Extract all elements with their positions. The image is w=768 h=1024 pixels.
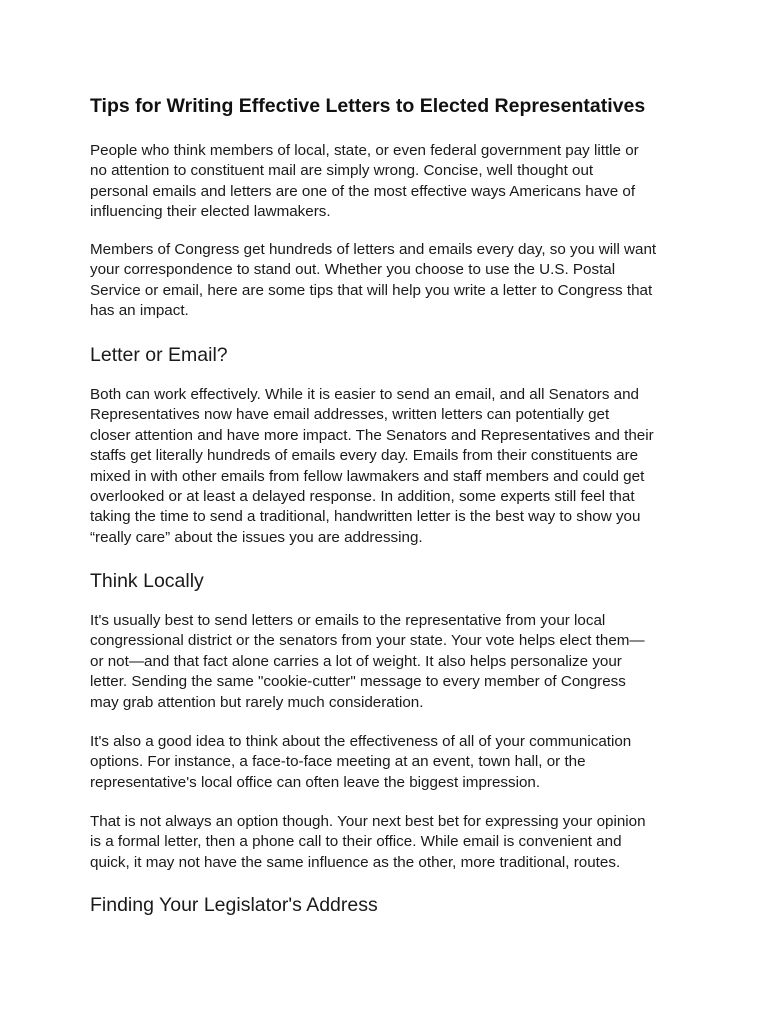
section-heading-think-locally: Think Locally [90,570,204,592]
text-line: taking the time to send a traditional, handwritten letter is the best way to show you [90,508,641,526]
text-line: or not—and that fact alone carries a lot of weight. It also helps personalize your [90,652,622,670]
text-line: personal emails and letters are one of the most effective ways Americans have of [90,182,636,200]
paragraph-intro [90,141,690,223]
text-line: overlooked or at least a delayed response. In addition, some experts still feel that [90,488,635,506]
text-line: People who think members of local, state, or even federal government pay little or [90,142,639,159]
text-line: Both can work effectively. While it is easier to send an email, and all Senators and [90,386,640,403]
text-line: has an impact. [90,302,189,320]
text-line: staffs get literally hundreds of emails every day. Emails from their constituents are [90,447,639,465]
text-line: closer attention and have more impact. The Senators and Representatives and their [90,426,654,444]
text-line: your correspondence to stand out. Whether you choose to use the U.S. Postal [90,261,616,279]
section-heading-letter-or-email: Letter or Email? [90,344,228,366]
text-line: “really care” about the issues you are addressing. [90,528,423,546]
document-title: Tips for Writing Effective Letters to Elected Representatives [90,95,646,117]
text-line: Representatives now have email addresses, written letters can potentially get [90,406,610,424]
text-line: congressional district or the senators from your state. Your vote helps elect them— [90,632,645,650]
text-line: Members of Congress get hundreds of letters and emails every day, so you will want [90,241,657,258]
text-line: Service or email, here are some tips that will help you write a letter to Congress that [90,281,653,299]
text-line: quick, it may not have the same influence as the other, more traditional, routes. [90,853,621,871]
text-line: letter. Sending the same "cookie-cutter" message to every member of Congress [90,673,626,691]
paragraph-think-locally [90,611,690,713]
paragraph-letter-or-email [90,385,690,548]
section-heading-finding-address: Finding Your Legislator's Address [90,894,378,916]
paragraph-next-best-bet [90,812,690,873]
paragraph-congress-mail [90,240,690,322]
text-line: is a formal letter, then a phone call to their office. While email is convenient and [90,833,622,851]
text-line: It's usually best to send letters or emails to the representative from your local [90,612,606,629]
paragraph-communication-options [90,732,690,793]
text-line: mixed in with other emails from fellow lawmakers and staff members and could get [90,467,645,485]
text-line: may grab attention but rarely much consideration. [90,693,424,711]
text-line: options. For instance, a face-to-face meeting at an event, town hall, or the [90,753,586,771]
text-line: representative's local office can often leave the biggest impression. [90,773,541,791]
text-line: It's also a good idea to think about the effectiveness of all of your communication [90,733,632,750]
text-line: That is not always an option though. Your next best bet for expressing your opinion [90,813,646,830]
text-line: no attention to constituent mail are simply wrong. Concise, well thought out [90,162,594,180]
text-line: influencing their elected lawmakers. [90,203,331,221]
